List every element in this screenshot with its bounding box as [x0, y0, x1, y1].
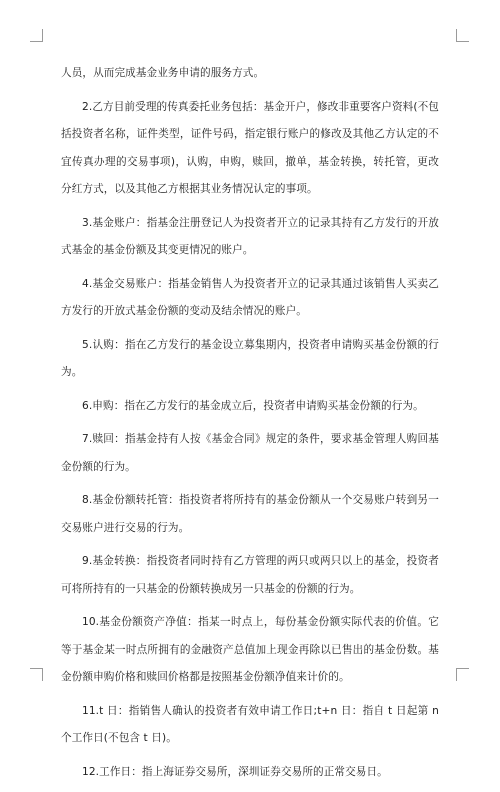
paragraph-fund-trading-account: 4.基金交易账户：指基金销售人为投资者开立的记录其通过该销售人买卖乙方发行的开放式基金份额的变动及结余情况的账户。 — [61, 277, 439, 317]
paragraph-t-day: 11.t 日：指销售人确认的投资者有效申请工作日;t+n 日：指自 t 日起第 n 个工作日(不包含 t 日)。 — [61, 704, 439, 744]
paragraph-purchase: 6.申购：指在乙方发行的基金成立后，投资者申请购买基金份额的行为。 — [82, 399, 424, 412]
crop-mark-top-left — [30, 29, 43, 42]
paragraph-subscription: 5.认购：指在乙方发行的基金设立募集期内，投资者申请购买基金份额的行为。 — [61, 338, 439, 378]
paragraph-working-day: 12.工作日：指上海证券交易所，深圳证券交易所的正常交易日。 — [82, 765, 388, 778]
crop-mark-bottom-left — [30, 668, 43, 681]
paragraph-redemption: 7.赎回：指基金持有人按《基金合同》规定的条件，要求基金管理人购回基金份额的行为。 — [61, 433, 439, 473]
document-body — [61, 60, 439, 792]
crop-mark-top-right — [456, 29, 469, 42]
paragraph-fund-conversion: 9.基金转换：指投资者同时持有乙方管理的两只或两只以上的基金，投资者可将所持有的一只基金的份额转换成另一只基金的份额的行为。 — [61, 555, 439, 595]
paragraph-net-asset-value: 10.基金份额资产净值：指某一时点上，每份基金份额实际代表的价值。它等于基金某一时点所拥有的金融资产总值加上现金再除以已售出的基金份数。基金份额申购价格和赎回价格都是按照基金份额净值来计价的。 — [61, 616, 439, 683]
paragraph-share-transfer: 8.基金份额转托管：指投资者将所持有的基金份额从一个交易账户转到另一交易账户进行交易的行为。 — [61, 494, 439, 534]
crop-mark-bottom-right — [456, 668, 469, 681]
paragraph-fax-business-scope: 2.乙方目前受理的传真委托业务包括：基金开户，修改非重要客户资料(不包括投资者名称，证件类型，证件号码，指定银行账户的修改及其他乙方认定的不宜传真办理的交易事项)，认购，申购，赎回，撤单，基金转换，转托管，更改分红方式，以及其他乙方根据其业务情况认定的事项。 — [61, 100, 439, 195]
paragraph-continuation: 人员，从而完成基金业务申请的服务方式。 — [61, 67, 265, 79]
paragraph-fund-account: 3.基金账户：指基金注册登记人为投资者开立的记录其持有乙方发行的开放式基金的基金份额及其变更情况的账户。 — [61, 216, 439, 256]
